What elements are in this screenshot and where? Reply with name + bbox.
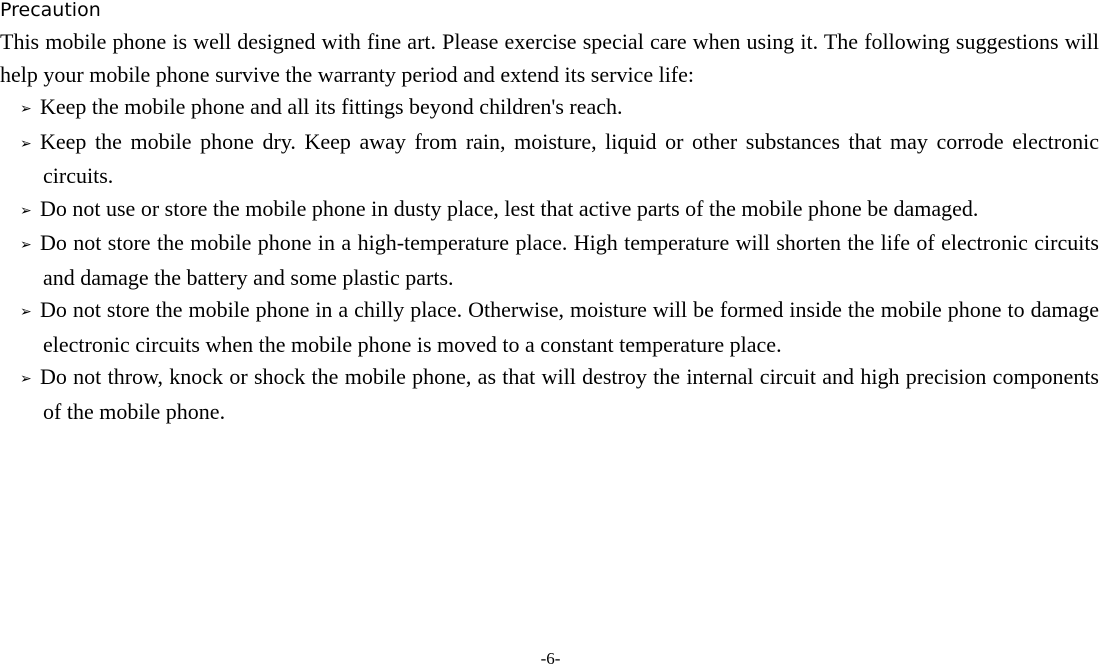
page-number: -6-	[540, 649, 561, 668]
list-item-text: Do not use or store the mobile phone in dusty place, lest that active parts of the mobile phone be damaged.	[40, 195, 979, 221]
list-item	[0, 126, 1099, 193]
list-item-text: Do not throw, knock or shock the mobile phone, as that will destroy the internal circuit and high precision components of the mobile phone.	[40, 364, 1099, 424]
list-item	[0, 227, 1099, 294]
list-item-text: Keep the mobile phone dry. Keep away from rain, moisture, liquid or other substances that may corrode electronic circuits.	[40, 128, 1099, 188]
section-heading: Precaution	[0, 0, 101, 21]
list-item	[0, 91, 1099, 126]
arrowhead-bullet-icon: ➢	[20, 135, 32, 152]
list-item-text: Keep the mobile phone and all its fittings beyond children's reach.	[40, 94, 623, 119]
precaution-list	[0, 91, 1099, 428]
arrowhead-bullet-icon: ➢	[20, 237, 32, 253]
list-item-text: Do not store the mobile phone in a high-temperature place. High temperature will shorten the life of electronic circuits and damage the battery and some plastic parts.	[40, 230, 1099, 290]
list-item-text: Do not store the mobile phone in a chilly place. Otherwise, moisture will be formed inside the mobile phone to damage electronic circuits when the mobile phone is moved to a constant temperature place.	[40, 297, 1099, 357]
list-item	[0, 361, 1099, 428]
list-item	[0, 193, 1099, 228]
arrowhead-bullet-icon: ➢	[20, 101, 32, 117]
list-item	[0, 294, 1099, 361]
arrowhead-bullet-icon: ➢	[20, 202, 32, 219]
document-body	[0, 26, 1099, 428]
intro-paragraph: This mobile phone is well designed with fine art. Please exercise special care when using it. The following suggestions will help your mobile phone survive the warranty period and extend its service life:	[0, 29, 1099, 87]
arrowhead-bullet-icon: ➢	[20, 371, 32, 387]
arrowhead-bullet-icon: ➢	[20, 304, 32, 320]
